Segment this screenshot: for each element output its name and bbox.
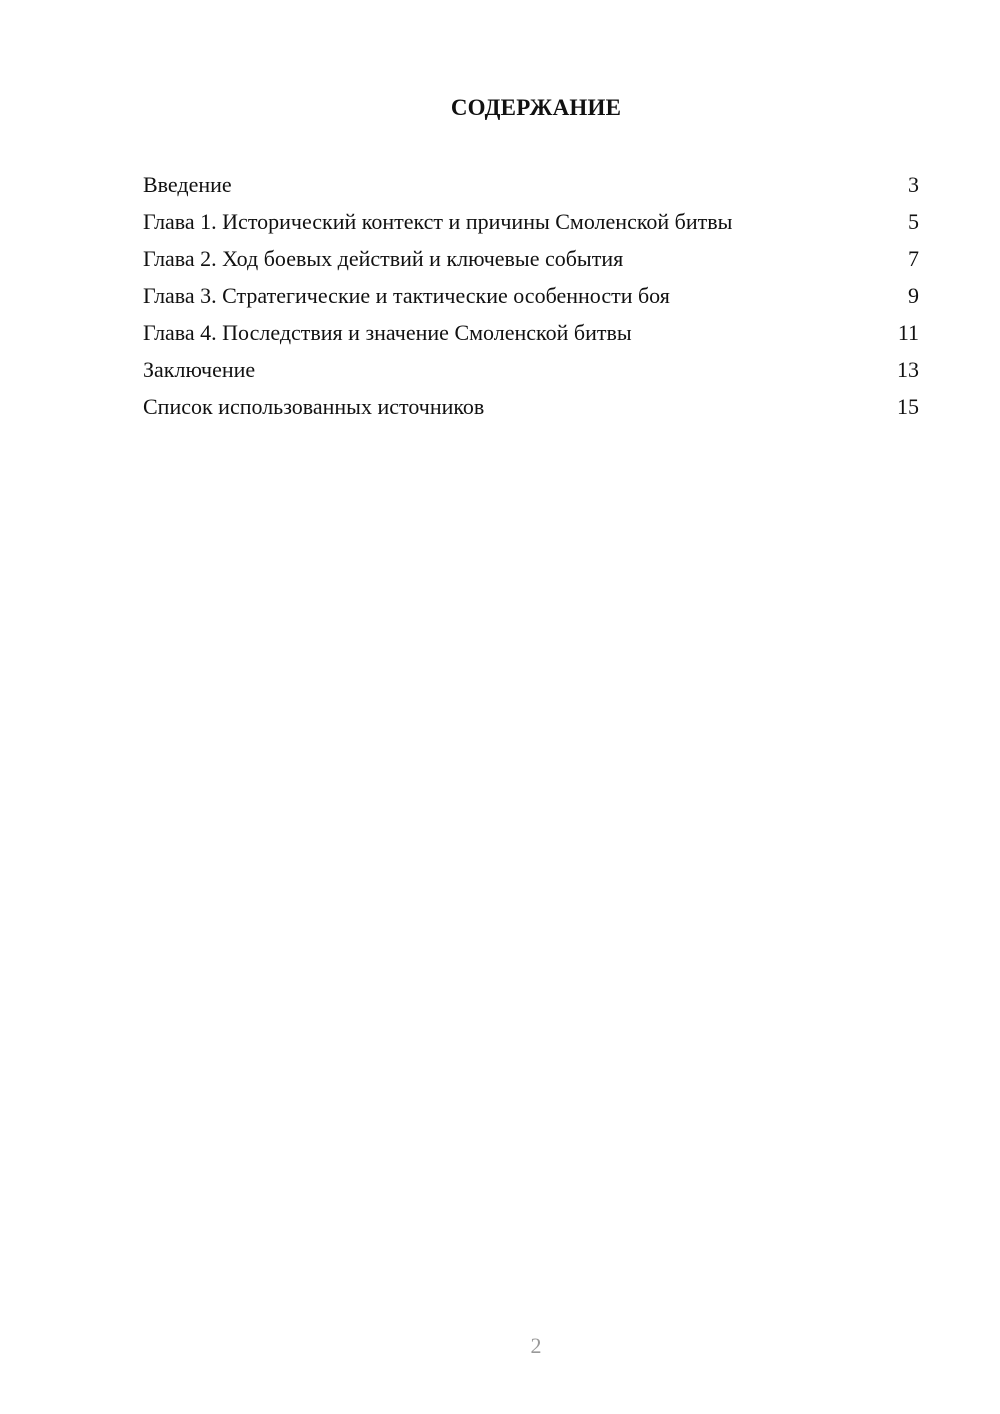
toc-entry-label: Список использованных источников (143, 394, 485, 419)
toc-entry-page-number: 13 (897, 357, 919, 382)
toc-entry-label: Глава 4. Последствия и значение Смоленской битвы (143, 320, 632, 345)
toc-entry-chapter-4 (143, 317, 919, 354)
toc-entry-introduction (143, 169, 919, 206)
toc-entry-page-number: 15 (897, 394, 919, 419)
toc-entry-conclusion (143, 354, 919, 391)
toc-entry-page-number: 7 (908, 246, 919, 271)
table-of-contents (143, 169, 919, 428)
toc-entry-page-number: 9 (908, 283, 919, 308)
toc-entry-references (143, 391, 919, 428)
toc-entry-page-number: 11 (897, 320, 919, 345)
toc-entry-label: Глава 3. Стратегические и тактические особенности боя (143, 283, 670, 308)
toc-entry-label: Введение (143, 172, 232, 197)
toc-entry-chapter-1 (143, 206, 919, 243)
toc-entry-page-number: 3 (908, 172, 919, 197)
toc-entry-chapter-3 (143, 280, 919, 317)
toc-entry-chapter-2 (143, 243, 919, 280)
toc-entry-label: Заключение (143, 357, 256, 382)
page-number: 2 (530, 1333, 542, 1358)
toc-entry-page-number: 5 (908, 209, 919, 234)
toc-entry-label: Глава 1. Исторический контекст и причины Смоленской битвы (143, 209, 733, 234)
toc-entry-label: Глава 2. Ход боевых действий и ключевые события (143, 246, 624, 271)
toc-title: СОДЕРЖАНИЕ (450, 95, 622, 120)
